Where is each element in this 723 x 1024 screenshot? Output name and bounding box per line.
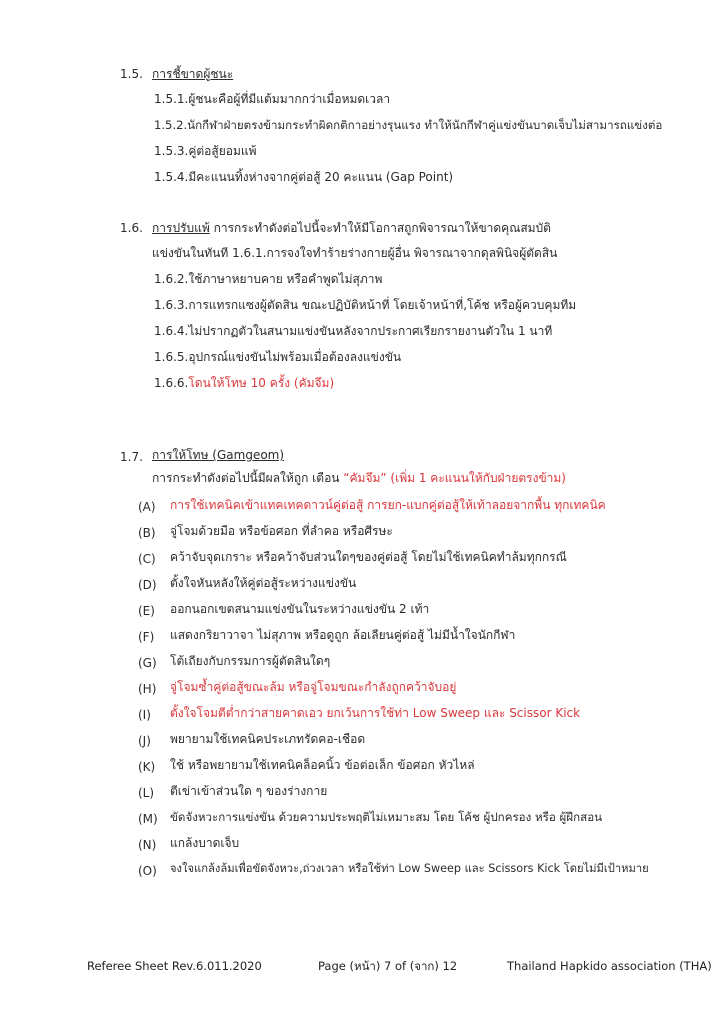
s16-item-6-number: 1.6.6. [154,376,189,390]
s15-item-3: 1.5.3.คู่ต่อสู้ยอมแพ้ [154,144,257,158]
intro-part-b: “คัมจึม” [343,471,387,485]
penalty-text-n: แกล้งบาดเจ็บ [170,836,240,850]
penalty-text-g: โต้เถียงกับกรรมการผู้ตัดสินใดๆ [170,654,331,668]
penalty-text-h: จู่โจมซ้ำคู่ต่อสู้ขณะล้ม หรือจู่โจมขณะกำลังถูกคว้าจับอยู่ [170,680,457,694]
penalty-letter-f: (F) [138,630,155,644]
penalty-text-i: ตั้งใจโจมตีต่ำกว่าสายคาดเอว ยกเว้นการใช้ท่า Low Sweep และ Scissor Kick [170,706,581,720]
s16-item-5: 1.6.5.อุปกรณ์แข่งขันไม่พร้อมเมื่อต้องลงแข่งขัน [154,350,402,364]
section-1-5-title: การชี้ขาดผู้ชนะ [152,67,234,81]
penalty-letter-b: (B) [138,526,156,540]
section-1-7-intro [152,470,566,486]
penalty-letter-e: (E) [138,604,155,618]
section-1-7-number: 1.7. [120,450,143,464]
penalty-text-j: พยายามใช้เทคนิคประเภทรัดคอ-เชือด [170,732,366,746]
s16-item-3: 1.6.3.การแทรกแซงผู้ตัดสิน ขณะปฏิบัติหน้าที่ โดยเจ้าหน้าที่,โค้ช หรือผู้ควบคุมทีม [154,298,577,312]
section-1-7-title: การให้โทษ (Gamgeom) [152,448,285,462]
penalty-letter-i: (I) [138,708,151,722]
penalty-letter-g: (G) [138,656,157,670]
section-1-6-heading [152,220,551,236]
section-1-6-number: 1.6. [120,221,143,235]
s15-item-1: 1.5.1.ผู้ชนะคือผู้ที่มีแต้มมากกว่าเมื่อหมดเวลา [154,92,391,106]
s16-item-6 [154,375,334,391]
penalty-text-f: แสดงกริยาวาจา ไม่สุภาพ หรือดูถูก ล้อเลียนคู่ต่อสู้ ไม่มีน้ำใจนักกีฬา [170,628,516,642]
section-1-6-title: การปรับแพ้ [152,221,210,235]
s15-item-4: 1.5.4.มีคะแนนทิ้งห่างจากคู่ต่อสู้ 20 คะแนน (Gap Point) [154,170,454,184]
penalty-letter-c: (C) [138,552,156,566]
penalty-letter-m: (M) [138,812,158,826]
penalty-letter-j: (J) [138,734,151,748]
penalty-letter-a: (A) [138,500,156,514]
penalty-text-e: ออกนอกเขตสนามแข่งขันในระหว่างแข่งขัน 2 เท้า [170,602,430,616]
s16-item-4: 1.6.4.ไม่ปรากฏตัวในสนามแข่งขันหลังจากประกาศเรียกรายงานตัวใน 1 นาที [154,324,553,338]
penalty-letter-l: (L) [138,786,155,800]
footer-left: Referee Sheet Rev.6.011.2020 [87,959,262,973]
penalty-letter-k: (K) [138,760,156,774]
section-1-6-intro: การกระทำดังต่อไปนี้จะทำให้มีโอกาสถูกพิจารณาให้ขาดคุณสมบัติ [209,221,551,235]
s15-item-2: 1.5.2.นักกีฬาฝ่ายตรงข้ามกระทำผิดกติกาอย่างรุนแรง ทำให้นักกีฬาคู่แข่งขันบาดเจ็บไม่สามารถแข่งต่อ [154,118,663,132]
footer-page-number: Page (หน้า) 7 of (จาก) 12 [318,959,458,973]
section-1-6-intro-2: แข่งขันในทันที 1.6.1.การจงใจทำร้ายร่างกายผู้อื่น พิจารณาจากดุลพินิจผู้ตัดสิน [152,246,558,260]
intro-part-a: การกระทำดังต่อไปนี้มีผลให้ถูก เตือน [152,471,344,485]
penalty-text-b: จู่โจมด้วยมือ หรือข้อศอก ที่ลำคอ หรือศีรษะ [170,524,393,538]
penalty-letter-h: (H) [138,682,157,696]
penalty-text-d: ตั้งใจหันหลังให้คู่ต่อสู้ระหว่างแข่งขัน [170,576,357,590]
penalty-letter-d: (D) [138,578,157,592]
section-1-5-number: 1.5. [120,67,143,81]
penalty-text-c: คว้าจับจุดเกราะ หรือคว้าจับส่วนใดๆของคู่ต่อสู้ โดยไม่ใช้เทคนิคทำล้มทุกกรณี [170,550,567,564]
penalty-text-o: จงใจแกล้งล้มเพื่อขัดจังหวะ,ถ่วงเวลา หรือใช้ท่า Low Sweep และ Scissors Kick โดยไม่มีเป้าหมาย [170,862,649,875]
penalty-letter-n: (N) [138,838,157,852]
s16-item-2: 1.6.2.ใช้ภาษาหยาบคาย หรือคำพูดไม่สุภาพ [154,272,383,286]
penalty-letter-o: (O) [138,864,157,878]
penalty-text-l: ตีเข่าเข้าส่วนใด ๆ ของร่างกาย [170,784,328,798]
s16-item-6-text: โดนให้โทษ 10 ครั้ง (คัมจึม) [188,376,335,390]
penalty-text-m: ขัดจังหวะการแข่งขัน ด้วยความประพฤติไม่เหมาะสม โดย โค้ช ผู้ปกครอง หรือ ผู้ฝึกสอน [170,810,603,824]
intro-part-c: (เพิ่ม 1 คะแนนให้กับฝ่ายตรงข้าม) [386,471,566,485]
footer-right: Thailand Hapkido association (THA) [507,959,712,973]
penalty-text-a: การใช้เทคนิคเข้าแทคเทคดาวน์คู่ต่อสู้ การยก-แบกคู่ต่อสู้ให้เท้าลอยจากพื้น ทุกเทคนิค [170,498,606,512]
penalty-text-k: ใช้ หรือพยายามใช้เทคนิคล็อคนิ้ว ข้อต่อเล็ก ข้อศอก หัวไหล่ [170,758,475,772]
